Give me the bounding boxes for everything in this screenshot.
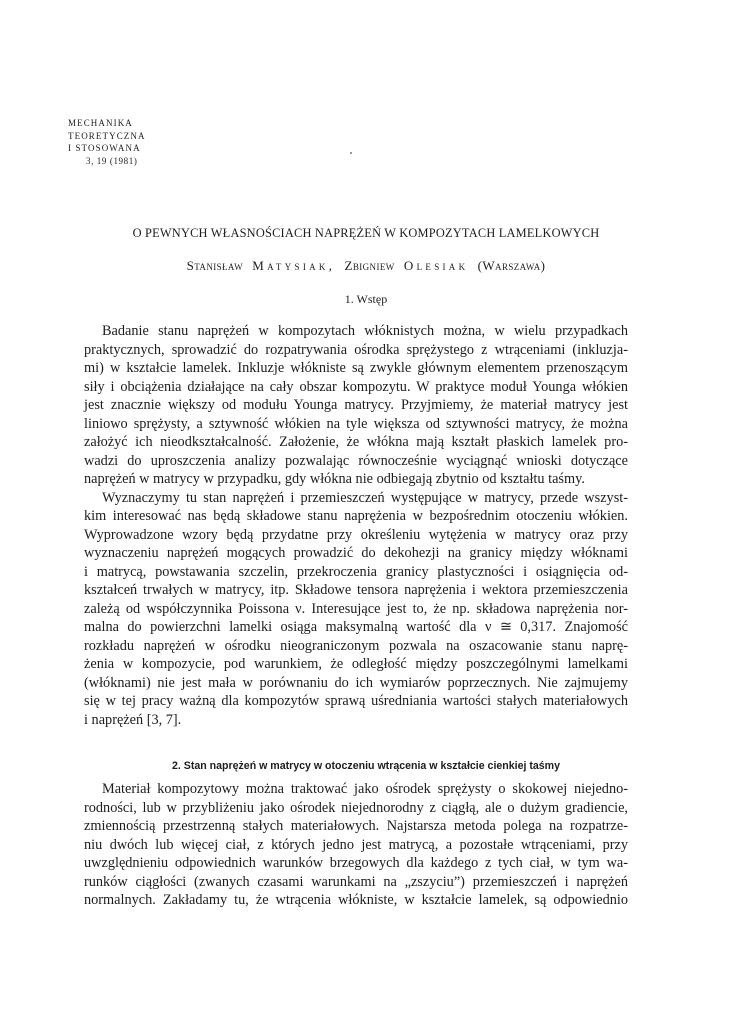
author-line (0, 258, 732, 274)
text-line: niu dwóch lub więcej ciał, z których jedno jest matrycą, a pozostałe wtrąceniami, przy (84, 836, 628, 853)
journal-issue: 3, 19 (1981) (86, 155, 138, 166)
text-line: wyznaczeniu naprężeń mogących prowadzić do dekohezji na granicy między włóknami (84, 545, 628, 561)
author-1-first-name: Stanisław (186, 258, 243, 273)
section-1-body (84, 322, 628, 729)
text-line: uwzględnieniu odpowiednich warunków brzegowych dla każdego z tych ciał, w tym wa- (84, 855, 628, 871)
text-line: mi) w kształcie lamelek. Inkluzje włókniste są zwykle głównym elementem przenoszącym (84, 360, 628, 376)
author-2-first-name: Zbigniew (344, 258, 395, 273)
text-line: Wyznaczymy tu stan naprężeń i przemieszczeń występujące w matrycy, przede wszyst- (102, 489, 628, 506)
section-2-heading: 2. Stan naprężeń w matrycy w otoczeniu wtrącenia w kształcie cienkiej taśmy (171, 760, 560, 772)
text-line: Materiał kompozytowy można traktować jako ośrodek sprężysty o skokowej niejedno- (102, 781, 628, 797)
section-2-body (84, 780, 628, 910)
text-line: i matrycą, powstawania szczelin, przekroczenia granicy plastyczności i osiągnięcia od- (84, 563, 628, 580)
section-1-heading: 1. Wstęp (344, 292, 388, 306)
text-line: założyć ich nieodkształcalność. Założenie, że włókna mają kształt płaskich lamelek pro- (84, 434, 628, 450)
text-line: siły i obciążenia działające na cały obszar kompozytu. W praktyce moduł Younga włókien (84, 378, 628, 395)
text-line: liniowo sprężysty, a sztywność włókien na tyle większa od sztywności matrycy, że można (84, 415, 628, 432)
text-line: kształceń trwałych w matrycy, itp. Składowe tensora naprężenia i wektora przemieszczenia (84, 582, 628, 598)
journal-name-line-2: TEORETYCZNA (68, 130, 146, 141)
author-2-last-name: Olesiak (403, 258, 469, 273)
text-line: naprężeń w matrycy w przypadku, gdy włókna nie odbiegają zbytnio od kształtu taśmy. (84, 471, 585, 487)
text-line: zależą od współczynnika Poissona ν. Interesujące jest to, że np. składowa naprężenia nor- (84, 600, 628, 617)
journal-info (68, 117, 146, 167)
text-line: runków ciągłości (zwanych czasami warunkami na „zszyciu”) przemieszczeń i naprężeń (84, 873, 628, 890)
text-line: i naprężeń [3, 7]. (84, 711, 182, 728)
scan-speck (350, 152, 352, 154)
article-title: O PEWNYCH WŁASNOŚCIACH NAPRĘŻEŃ W KOMPOZYTACH LAMELKOWYCH (132, 226, 600, 240)
author-1-last-name: Matysiak, (252, 258, 336, 273)
text-line: zmiennością przestrzenną stałych materiałowych. Najstarsza metoda polega na rozpatrze- (84, 818, 628, 834)
text-line: Badanie stanu naprężeń w kompozytach włóknistych można, w wielu przypadkach (102, 323, 628, 339)
journal-name-line-3: I STOSOWANA (68, 143, 141, 153)
author-affiliation: (Warszawa) (477, 258, 546, 273)
text-line: jest znacznie większy od modułu Younga matrycy. Przyjmiemy, że materiał matrycy jest (84, 397, 628, 413)
journal-name-line-1: MECHANIKA (68, 118, 133, 128)
text-line: malna do powierzchni lamelki osiąga maksymalną wartość dla ν ≅ 0,317. Znajomość (84, 619, 628, 635)
text-line: żenia w kompozycie, pod warunkiem, że odległość między poszczególnymi lamelkami (84, 656, 628, 672)
text-line: (włóknami) nie jest mała w porównaniu do ich wymiarów poprzecznych. Nie zajmujemy (84, 674, 628, 691)
text-line: rodności, lub w przybliżeniu jako ośrodek niejednorodny z ciągłą, ale o dużym gradiencie, (84, 799, 628, 816)
text-line: normalnych. Zakładamy tu, że wtrącenia włókniste, w kształcie lamelek, są odpowiednio (84, 892, 628, 908)
text-line: praktycznych, sprowadzić do rozpatrywania ośrodka sprężystego z wtrąceniami (inkluzja- (84, 341, 628, 358)
text-line: rozkładu naprężeń w ośrodku nieograniczonym pozwala na oszacowanie stanu naprę- (84, 637, 628, 654)
text-line: się w tej pracy ważną dla kompozytów sprawą uśredniania wartości stałych materiałowych (84, 693, 628, 709)
text-line: kim interesować nas będą składowe stanu naprężenia w bezpośrednim otoczeniu włókien. (84, 508, 628, 524)
text-line: Wyprowadzone wzory będą przydatne przy określeniu wytężenia w matrycy oraz przy (84, 526, 628, 543)
text-line: wadzi do uproszczenia analizy pozwalając równocześnie wyciągnąć wnioski dotyczące (84, 452, 628, 469)
